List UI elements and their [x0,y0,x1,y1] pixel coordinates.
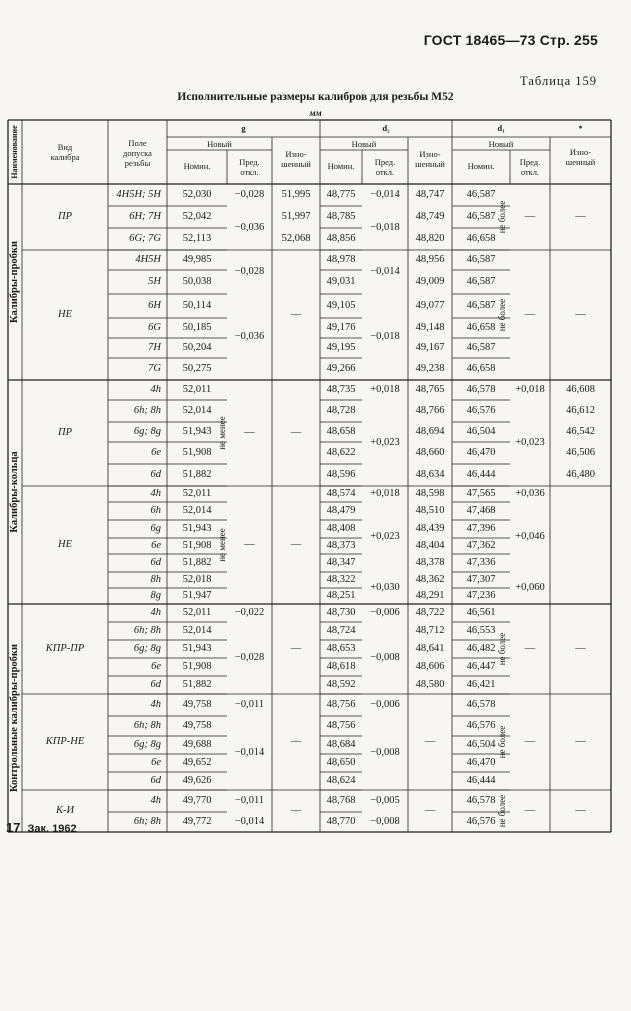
d1-pred: +0,060 [515,582,545,593]
d1-pred: +0,046 [515,531,545,542]
d1-nomin: 47,307 [466,574,496,585]
d2-izn: 48,694 [415,426,445,437]
table-number: Таблица 159 [520,74,597,88]
d2-pred: +0,018 [370,384,400,395]
d1-nomin: 47,565 [466,488,496,499]
d2-izn: 49,148 [415,322,445,333]
d2-izn: 48,580 [415,679,445,690]
dash: — [290,539,302,550]
dash: — [524,211,536,222]
header-izn-2: Изно- [569,147,592,157]
d2-nomin: 48,785 [326,211,356,222]
d2-izn: 48,765 [415,384,445,395]
field-code: 4h [150,607,161,618]
d1-nomin: 47,362 [466,540,496,551]
field-code: 5H [148,276,161,287]
d1-nomin: 46,444 [466,469,496,480]
g-pred: −0,036 [234,331,265,342]
star-value: 46,506 [566,447,595,458]
header-kalibra: калибра [50,152,80,162]
g-pred: −0,014 [234,747,265,758]
g-nomin: 52,113 [182,233,212,244]
d2-nomin: 48,684 [326,739,356,750]
field-code: 6d [150,469,161,480]
d2-izn: 48,510 [415,505,445,516]
d2-izn: 48,439 [415,523,445,534]
d1-pred: +0,023 [515,437,545,448]
page-number: Стр. 255 [539,32,598,48]
dash: — [244,427,255,438]
d2-nomin: 48,730 [326,607,356,618]
table-unit: мм [309,108,322,118]
d1-nomin: 47,468 [466,505,496,516]
header-pred-1: Пред. [374,157,396,167]
footer-order: Зак. 1962 [27,823,77,835]
d2-nomin: 48,596 [326,469,356,480]
header-rezby: резьбы [124,158,151,168]
field-code: 6d [150,679,161,690]
d2-pred: −0,005 [370,795,400,806]
d2-nomin: 48,408 [326,523,356,534]
header-pred-2: Пред. [519,157,541,167]
dash: — [290,805,302,816]
header-g: g [241,123,246,133]
d2-nomin: 48,373 [326,540,356,551]
field-code: 6g [150,523,161,534]
g-pred: −0,022 [234,607,265,618]
d1-nomin: 46,504 [466,426,496,437]
header-pred-0: Пред. [239,157,260,167]
d2-nomin: 48,653 [326,643,356,654]
g-nomin: 49,985 [182,254,212,265]
d1-nomin: 46,587 [466,211,496,222]
field-code: 6h; 8h [133,816,161,827]
d2-izn: 48,956 [415,254,445,265]
d1-pred: +0,036 [515,488,545,499]
g-nomin: 52,030 [182,189,212,200]
g-nomin: 52,014 [182,625,212,636]
d2-izn: 48,291 [415,590,445,601]
d2-nomin: 48,756 [326,699,356,710]
d2-nomin: 48,775 [326,189,356,200]
d1-nomin: 46,587 [466,254,496,265]
header-vid: Вид [57,142,73,152]
d2-izn: 48,766 [415,405,445,416]
dash: — [424,736,436,747]
d2-nomin: 48,735 [326,384,356,395]
note-ne-menee: не менее [217,528,227,562]
d2-izn: 48,404 [415,540,445,551]
g-nomin: 52,011 [182,607,212,618]
d1-nomin: 46,561 [466,607,496,618]
dash: — [575,309,586,320]
g-izn: 52,068 [281,233,311,244]
d2-nomin: 48,768 [326,795,356,806]
field-code: 6d [150,775,161,786]
d2-pred: −0,014 [370,266,400,277]
field-code: 6h; 8h [133,625,161,636]
d2-nomin: 48,347 [326,557,356,568]
d2-nomin: 48,658 [326,426,356,437]
g-nomin: 50,275 [182,363,212,374]
d1-nomin: 46,578 [466,384,496,395]
d2-nomin: 48,574 [326,488,356,499]
standard-number: ГОСТ 18465—73 [423,32,536,48]
g-nomin: 51,882 [182,557,212,568]
vid-label: К-И [55,805,75,816]
star-value: 46,608 [566,384,595,395]
dash: — [575,805,586,816]
dash: — [290,643,302,654]
d1-nomin: 46,658 [466,363,496,374]
g-nomin: 49,772 [182,816,212,827]
d1-nomin: 46,658 [466,233,496,244]
d2-nomin: 48,592 [326,679,356,690]
g-nomin: 49,652 [182,757,212,768]
d1-nomin: 46,576 [466,405,496,416]
field-code: 6g; 8g [133,426,161,437]
d2-izn: 48,820 [415,233,445,244]
field-code: 6g; 8g [133,643,161,654]
footer-page-number: 17 [6,820,21,835]
g-nomin: 51,882 [182,469,212,480]
header-d2: d₂ [382,123,390,133]
d2-pred: −0,006 [370,607,400,618]
d2-izn: 48,634 [415,469,445,480]
g-nomin: 52,014 [182,405,212,416]
d2-nomin: 48,479 [326,505,356,516]
d2-izn: 48,641 [415,643,445,654]
vid-label: КПР-ПР [45,643,85,654]
d2-izn: 48,712 [415,625,445,636]
d2-pred: +0,018 [370,488,400,499]
d2-izn: 49,238 [415,363,445,374]
g-nomin: 51,943 [182,426,212,437]
field-code: 6G; 7G [129,233,161,244]
star-value: 46,480 [566,469,595,480]
header-pole: Поле [128,138,147,148]
header-dopuska: допуска [123,148,152,158]
d2-izn: 49,167 [415,342,445,353]
d2-nomin: 48,624 [326,775,356,786]
d2-nomin: 49,105 [326,300,356,311]
dash: — [524,643,536,654]
d2-nomin: 49,031 [326,276,356,287]
g-nomin: 52,014 [182,505,212,516]
d2-nomin: 48,856 [326,233,356,244]
dash: — [575,643,586,654]
g-nomin: 51,947 [182,590,212,601]
g-izn: 51,995 [281,189,311,200]
d2-nomin: 48,728 [326,405,356,416]
header-naimenovanie: Наименование [9,125,19,179]
field-code: 4H5H; 5H [116,189,161,200]
d2-pred: −0,006 [370,699,400,710]
dash: — [424,805,436,816]
dash: — [524,736,536,747]
d2-nomin: 48,622 [326,447,356,458]
d2-nomin: 49,195 [326,342,356,353]
d2-izn: 48,606 [415,661,445,672]
field-code: 6h; 8h [133,720,161,731]
field-code: 8h [150,574,161,585]
table-title: Исполнительные размеры калибров для резьбы М52 [177,91,454,103]
d1-nomin: 46,578 [466,699,496,710]
field-code: 6G [148,322,161,333]
field-code: 4h [150,384,161,395]
group-label-2: Контрольные калибры-пробки [8,643,20,793]
page-footer [6,820,77,835]
header-nomin-1: Номин. [327,161,355,171]
vid-label: НЕ [58,539,72,550]
d1-nomin: 46,553 [466,625,496,636]
d2-nomin: 49,266 [326,363,356,374]
d1-nomin: 46,587 [466,276,496,287]
field-code: 4H5H [135,254,161,265]
g-nomin: 49,626 [182,775,212,786]
g-nomin: 51,882 [182,679,212,690]
header-d1: d₁ [497,123,505,133]
d2-pred: −0,014 [370,189,400,200]
g-pred: −0,028 [234,189,265,200]
field-code: 4h [150,488,161,499]
field-code: 6e [151,540,161,551]
star-value: 46,612 [566,405,595,416]
d1-nomin: 47,336 [466,557,496,568]
vid-label: ПР [58,211,72,222]
dash: — [290,309,302,320]
group-label-1: Калибры-кольца [8,451,20,533]
vid-label: НЕ [58,309,72,320]
header-new-0: Новый [207,139,232,149]
header-otkl-1: откл. [375,167,395,177]
field-code: 7G [148,363,161,374]
d1-nomin: 46,587 [466,342,496,353]
dash: — [524,309,536,320]
header-new-1: Новый [351,139,377,149]
d1-nomin: 46,470 [466,757,496,768]
field-code: 7H [148,342,161,353]
d2-nomin: 48,770 [326,816,356,827]
header-izn2-2: шенный [565,157,596,167]
d2-nomin: 48,618 [326,661,356,672]
field-code: 6g; 8g [133,739,161,750]
header-izn2-0: шенный [281,159,311,169]
header-izn-0: Изно- [285,149,307,159]
d2-izn: 48,747 [415,189,445,200]
d2-nomin: 48,756 [326,720,356,731]
field-code: 6d [150,557,161,568]
field-code: 6e [151,447,161,458]
d2-pred: −0,008 [370,652,400,663]
d1-nomin: 46,421 [466,679,496,690]
header-star: * [578,123,583,133]
note-ne-bolee: не более [497,632,507,666]
g-nomin: 50,185 [182,322,212,333]
d2-pred: −0,008 [370,747,400,758]
g-nomin: 50,038 [182,276,212,287]
g-nomin: 50,114 [182,300,212,311]
d1-nomin: 46,447 [466,661,496,672]
g-pred: −0,011 [234,795,265,806]
d2-izn: 48,660 [415,447,445,458]
d1-nomin: 46,658 [466,322,496,333]
g-nomin: 49,770 [182,795,212,806]
d2-pred: −0,018 [370,222,400,233]
d1-nomin: 46,470 [466,447,496,458]
d2-nomin: 48,978 [326,254,356,265]
d1-nomin: 46,482 [466,643,496,654]
field-code: 8g [150,590,161,601]
note-ne-bolee: не более [497,298,507,332]
g-nomin: 50,204 [182,342,212,353]
star-value: 46,542 [566,426,595,437]
dash: — [290,427,302,438]
g-nomin: 51,943 [182,643,212,654]
g-pred: −0,028 [234,652,265,663]
g-nomin: 51,908 [182,447,212,458]
field-code: 4h [150,699,161,710]
note-ne-bolee: не более [497,200,507,234]
note-ne-bolee: не более [497,725,507,759]
g-nomin: 52,011 [182,488,212,499]
field-code: 6e [151,757,161,768]
d2-nomin: 48,322 [326,574,356,585]
g-pred: −0,028 [234,266,265,277]
d2-pred: +0,023 [370,437,400,448]
dash: — [575,736,586,747]
d1-nomin: 46,576 [466,816,496,827]
d1-nomin: 47,236 [466,590,496,601]
d1-nomin: 46,444 [466,775,496,786]
header-izn2-1: шенный [415,159,445,169]
dash: — [290,736,302,747]
dash: — [524,805,536,816]
header-nomin-2: Номин. [467,161,495,171]
header-izn-1: Изно- [419,149,441,159]
d2-izn: 48,749 [415,211,445,222]
d2-nomin: 48,724 [326,625,356,636]
d2-izn: 48,598 [415,488,445,499]
header-nomin-0: Номин. [183,161,211,171]
d2-nomin: 48,650 [326,757,356,768]
vid-label: КПР-НЕ [45,736,85,747]
g-pred: −0,011 [234,699,265,710]
d2-pred: −0,018 [370,331,400,342]
g-nomin: 52,042 [182,211,212,222]
d1-nomin: 46,504 [466,739,496,750]
group-label-0: Калибры-пробки [8,240,20,324]
d2-izn: 48,722 [415,607,445,618]
d2-nomin: 48,251 [326,590,356,601]
dash: — [575,211,586,222]
d1-nomin: 46,578 [466,795,496,806]
g-nomin: 52,018 [182,574,212,585]
d1-nomin: 46,576 [466,720,496,731]
d2-nomin: 49,176 [326,322,356,333]
field-code: 6h [150,505,161,516]
d1-nomin: 46,587 [466,300,496,311]
field-code: 6H; 7H [129,211,161,222]
field-code: 4h [150,795,161,806]
g-pred: −0,036 [234,222,265,233]
note-ne-bolee: не более [497,794,507,828]
d2-izn: 48,378 [415,557,445,568]
d2-pred: +0,030 [370,582,400,593]
g-nomin: 52,011 [182,384,212,395]
d2-izn: 48,362 [415,574,445,585]
field-code: 6e [151,661,161,672]
dash: — [244,539,255,550]
d2-izn: 49,077 [415,300,445,311]
d1-nomin: 47,396 [466,523,496,534]
header-new-2: Новый [488,139,514,149]
g-pred: −0,014 [234,816,265,827]
field-code: 6H [148,300,161,311]
g-nomin: 51,908 [182,661,212,672]
g-nomin: 51,908 [182,540,212,551]
g-izn: 51,997 [281,211,311,222]
g-nomin: 49,688 [182,739,212,750]
vid-label: ПР [58,427,72,438]
g-nomin: 49,758 [182,699,212,710]
g-nomin: 51,943 [182,523,212,534]
field-code: 6h; 8h [133,405,161,416]
g-nomin: 49,758 [182,720,212,731]
d1-nomin: 46,587 [466,189,496,200]
d2-izn: 49,009 [415,276,445,287]
header-otkl-0: откл. [240,167,259,177]
d2-pred: +0,023 [370,531,400,542]
note-ne-menee: не менее [217,416,227,450]
d2-pred: −0,008 [370,816,400,827]
d1-pred: +0,018 [515,384,545,395]
header-otkl-2: откл. [520,167,540,177]
